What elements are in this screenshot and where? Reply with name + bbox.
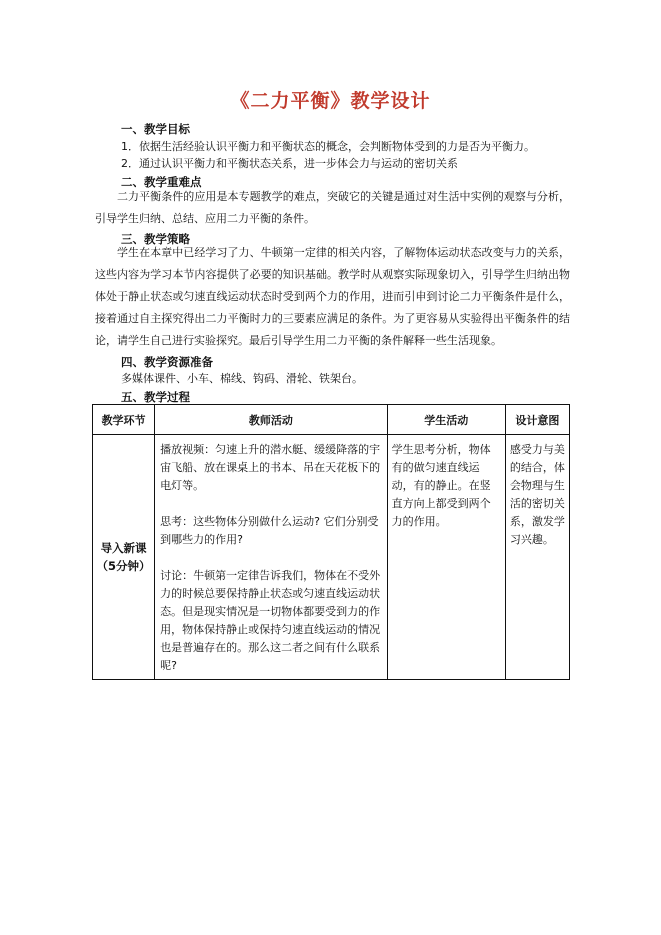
teacher-activity-video: 播放视频：匀速上升的潜水艇、缓缓降落的宇宙飞船、放在课桌上的书本、吊在天花板下的电灯等。 [160,443,381,492]
teacher-activity-think: 思考：这些物体分别做什么运动? 它们分别受到哪些力的作用? [160,515,379,546]
section-heading-process: 五、教学过程 [121,390,190,404]
section-heading-key-points: 二、教学重难点 [121,175,202,189]
page-title: 《二力平衡》教学设计 [230,90,431,112]
header-segment: 教学环节 [93,405,155,435]
resources-text: 多媒体课件、小车、棉线、钩码、滑轮、铁架台。 [121,372,363,385]
design-intent-cell: 感受力与美的结合，体会物理与生活的密切关系，激发学习兴趣。 [505,435,569,680]
key-points-text: 二力平衡条件的应用是本专题教学的难点，突破它的关键是通过对生活中实例的观察与分析，引导学生归纳、总结、应用二力平衡的条件。 [95,190,570,225]
section-heading-resources: 四、教学资源准备 [121,355,213,369]
teacher-activity-cell [155,435,387,680]
header-teacher-activity: 教师活动 [155,405,387,435]
section-heading-strategy: 三、教学策略 [121,232,190,246]
table-row [93,435,570,680]
header-design-intent: 设计意图 [505,405,569,435]
teaching-process-table [92,404,570,680]
objective-item-2: 2．通过认识平衡力和平衡状态关系，进一步体会力与运动的密切关系 [121,157,458,170]
table-header-row [93,405,570,435]
segment-duration: （5分钟） [96,559,151,573]
student-activity-cell: 学生思考分析，物体有的做匀速直线运动，有的静止。在竖直方向上都受到两个力的作用。 [387,435,505,680]
segment-name: 导入新课 [100,541,147,555]
header-student-activity: 学生活动 [387,405,505,435]
strategy-text: 学生在本章中已经学习了力、牛顿第一定律的相关内容，了解物体运动状态改变与力的关系，这些内容为学习本节内容提供了必要的知识基础。教学时从观察实际现象切入，引导学生归纳出物体处于静止状态或匀速直线运动状态时受到两个力的作用，进而引申到讨论二力平衡条件是什么，接着通过自主探究得出二力平衡时力的三要素应满足的条件。为了更容易从实验得出平衡条件的结论，请学生自己进行实验探究。最后引导学生用二力平衡的条件解释一些生活现象。 [95,246,570,347]
segment-cell [93,435,155,680]
section-heading-objectives: 一、教学目标 [121,122,190,136]
objective-item-1: 1．依据生活经验认识平衡力和平衡状态的概念，会判断物体受到的力是否为平衡力。 [121,140,535,153]
teacher-activity-discuss: 讨论：牛顿第一定律告诉我们，物体在不受外力的时候总要保持静止状态或匀速直线运动状态。但是现实情况是一切物体都要受到力的作用，物体保持静止或保持匀速直线运动的情况也是普遍存在的。那么这二者之间有什么联系呢? [160,569,381,672]
